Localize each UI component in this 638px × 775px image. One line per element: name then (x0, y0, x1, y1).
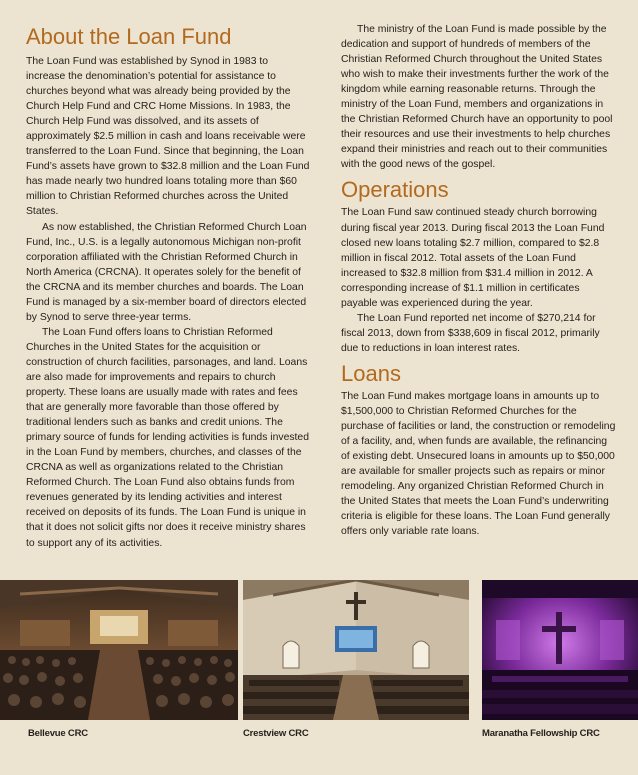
maranatha-fellowship-crc-photo (482, 580, 638, 720)
about-paragraph-2: As now established, the Christian Reformed Church Loan Fund, Inc., U.S. is a legally autonomous Michigan non-profit corporation affiliated with the Christian Reformed Church in North America (CRCNA). It operates solely for the benefit of the CRCNA and its member churches and boards. The Loan Fund is managed by a six-member board of directors elected by Synod to serve three-year terms. (26, 221, 307, 323)
caption-maranatha-fellowship-crc: Maranatha Fellowship CRC (482, 728, 600, 739)
left-column (26, 24, 310, 551)
loans-paragraph: The Loan Fund makes mortgage loans in amounts up to $1,500,000 to Christian Reformed Churches for the purchase of facilities or land, the construction or remodeling of a facility, and, when funds are available, the refinancing of existing debt. Unsecured loans in amounts up to $50,000 are available for smaller projects such as repairs or minor remodeling. Any organized Christian Reformed Church in the United States that meets the Loan Fund’s underwriting criteria is eligible for these loans. The Loan Fund generally offers only variable rate loans. (341, 390, 616, 538)
caption-bellevue-crc: Bellevue CRC (28, 728, 88, 739)
right-column (341, 22, 617, 539)
crestview-crc-photo (243, 580, 469, 720)
operations-paragraph-2: The Loan Fund reported net income of $270,214 for fiscal 2013, down from $338,609 in fiscal 2012, primarily due to reductions in loan interest rates. (341, 312, 600, 354)
loans-heading: Loans (341, 360, 401, 386)
ministry-paragraph: The ministry of the Loan Fund is made possible by the dedication and support of hundreds of members of the Christian Reformed Church throughout the United States who wish to make their investments further the work of the kingdom while earning reasonable returns. Through the ministry of the Loan Fund, members and organizations in the Christian Reformed Church have an opportunity to pool their resources and use their investments to help churches expand their ministries and reach out to their communities with the good news of the gospel. (341, 24, 613, 171)
operations-heading: Operations (341, 177, 449, 203)
about-paragraph-1: The Loan Fund was established by Synod in 1983 to increase the denomination’s potential for assistance to churches beyond what was already being provided by the Church Help Fund and CRC Home Missions. In 1983, the Church Help Fund was dissolved, and its assets of approximately $2.5 million in cash and loans receivable were transferred to the Loan Fund. Since that beginning, the Loan Fund’s assets have grown to $32.8 million and the Loan Fund has made nearly two hundred loans totaling more than $60 million to Christian Reformed churches across the United States. (26, 56, 310, 218)
about-paragraph-3: The Loan Fund offers loans to Christian Reformed Churches in the United States for the acquisition or construction of church facilities, parsonages, and land. Loans are also made for improvements and repairs to church property. These loans are usually made with rates and fees that are generally more favorable than those offered by traditional lenders such as banks and credit unions. The primary source of funds for lending activities is funds invested in the Loan Fund by members, churches, and classes of the CRCNA as well as organizations related to the Christian Reformed Church. The Loan Fund also obtains funds from revenues generated by its lending activities and interest received on deposits of its funds. The Loan Fund is unique in that it does not solicit gifts nor does it receive ministry shares to support any of its activities. (26, 326, 309, 549)
operations-paragraph-1: The Loan Fund saw continued steady church borrowing during fiscal year 2013. During fiscal 2013 the Loan Fund closed new loans totaling $2.7 million, compared to $2.8 million in fiscal 2012. Total assets of the Loan Fund increased to $32.8 million from $31.4 million in 2012. A corresponding increase of $1.1 million in certificates payable was experienced during the year. (341, 207, 605, 309)
caption-crestview-crc: Crestview CRC (243, 728, 309, 739)
bellevue-crc-photo (0, 580, 238, 720)
church-photo-strip (0, 580, 638, 720)
about-heading: About the Loan Fund (26, 24, 232, 49)
